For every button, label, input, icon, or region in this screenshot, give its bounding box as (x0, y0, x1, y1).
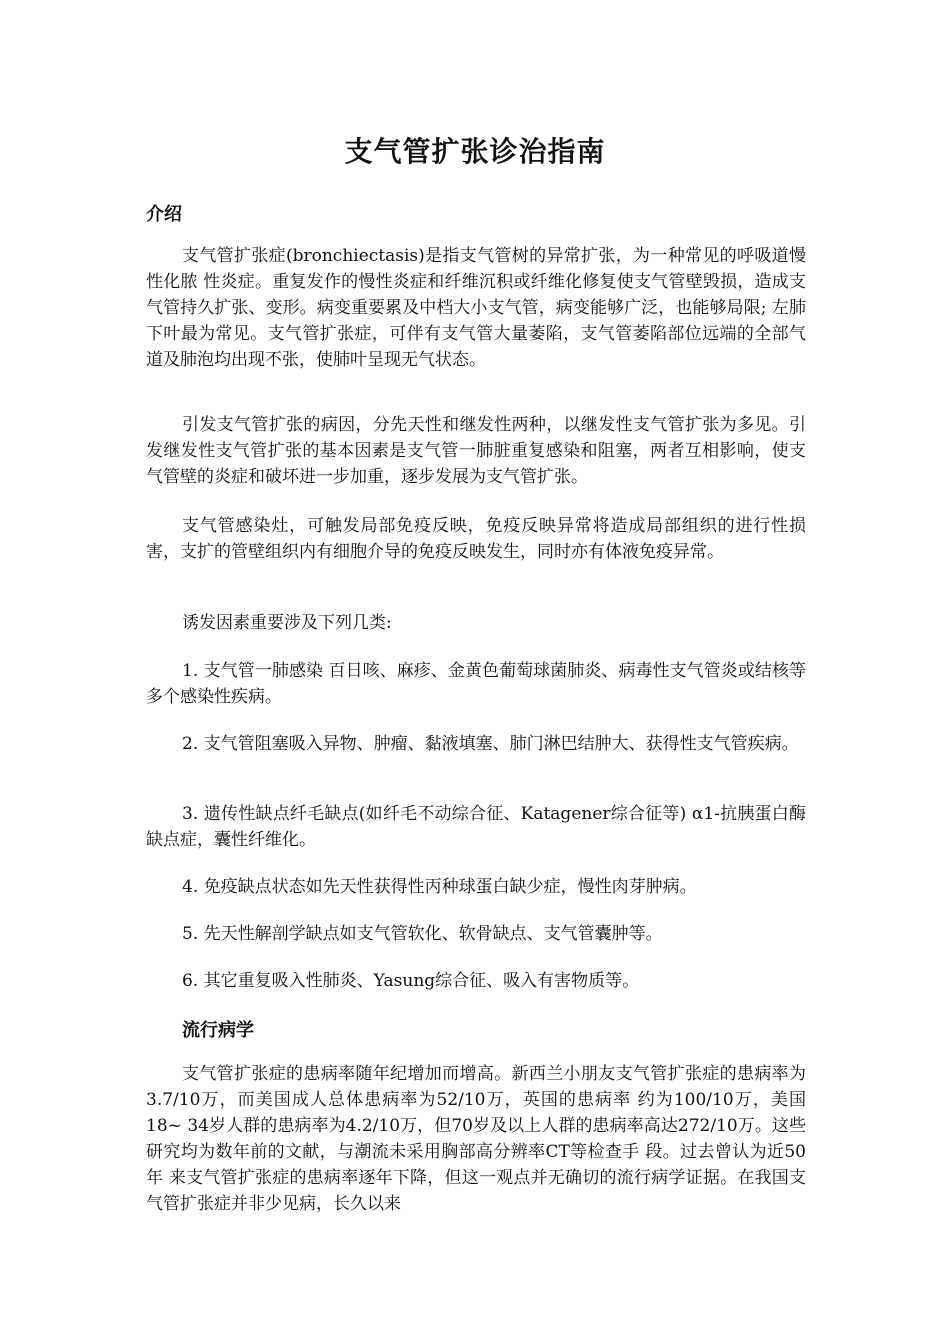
paragraph-causes-intro: 诱发因素重要涉及下列几类: (182, 613, 392, 633)
list-item-cause-6: 6. 其它重复吸入性肺炎、Yasung综合征、吸入有害物质等。 (182, 971, 640, 991)
list-item-cause-4: 4. 免疫缺点状态如先天性获得性丙种球蛋白缺少症，慢性肉芽肿病。 (182, 877, 697, 897)
paragraph-etiology: 引发支气管扩张的病因，分先天性和继发性两种，以继发性支气管扩张为多见。引发继发性支气管扩张的基本因素是支气管一肺脏重复感染和阻塞，两者互相影响，使支气管壁的炎症和破坏进一步加重，逐步发展为支气管扩张。 (146, 415, 806, 487)
list-item-cause-5: 5. 先天性解剖学缺点如支气管软化、软骨缺点、支气管囊肿等。 (182, 924, 663, 944)
list-item-cause-1: 1. 支气管一肺感染 百日咳、麻疹、金黄色葡萄球菌肺炎、病毒性支气管炎或结核等多个感染性疾病。 (146, 661, 806, 707)
paragraph-epidemiology: 支气管扩张症的患病率随年纪增加而增高。新西兰小朋友支气管扩张症的患病率为3.7/10万，而美国成人总体患病率为52/10万，英国的患病率 约为100/10万，美国18~ 34岁人群的患病率为4.2/10万，但70岁及以上人群的患病率高达272/10万。这些研究均为数年前的文献，与潮流未采用胸部高分辨率CT等检查手 段。过去曾认为近50年 来支气管扩张症的患病率逐年下降，但这一观点并无确切的流行病学证据。在我国支气管扩张症并非少见病，长久以来 (146, 1064, 806, 1214)
paragraph-definition: 支气管扩张症(bronchiectasis)是指支气管树的异常扩张，为一种常见的呼吸道慢性化脓 性炎症。重复发作的慢性炎症和纤维沉积或纤维化修复使支气管壁毁损，造成支气管持久扩张、变形。病变重要累及中档大小支气管，病变能够广泛，也能够局限; 左肺下叶最为常见。支气管扩张症，可伴有支气管大量萎陷，支气管萎陷部位远端的全部气道及肺泡均出现不张，使肺叶呈现无气状态。 (146, 246, 806, 370)
list-item-cause-3: 3. 遗传性缺点纤毛缺点(如纤毛不动综合征、Katagener综合征等) α1-抗胰蛋白酶缺点症，囊性纤维化。 (146, 804, 806, 850)
list-item-cause-2: 2. 支气管阻塞吸入异物、肿瘤、黏液填塞、肺门淋巴结肿大、获得性支气管疾病。 (182, 734, 799, 754)
paragraph-immune: 支气管感染灶，可触发局部免疫反映，免疫反映异常将造成局部组织的进行性损害，支扩的管壁组织内有细胞介导的免疫反映发生，同时亦有体液免疫异常。 (146, 516, 806, 562)
section-heading-epidemiology: 流行病学 (182, 1020, 254, 1041)
section-heading-intro: 介绍 (146, 204, 182, 225)
document-title: 支气管扩张诊治指南 (344, 135, 606, 168)
